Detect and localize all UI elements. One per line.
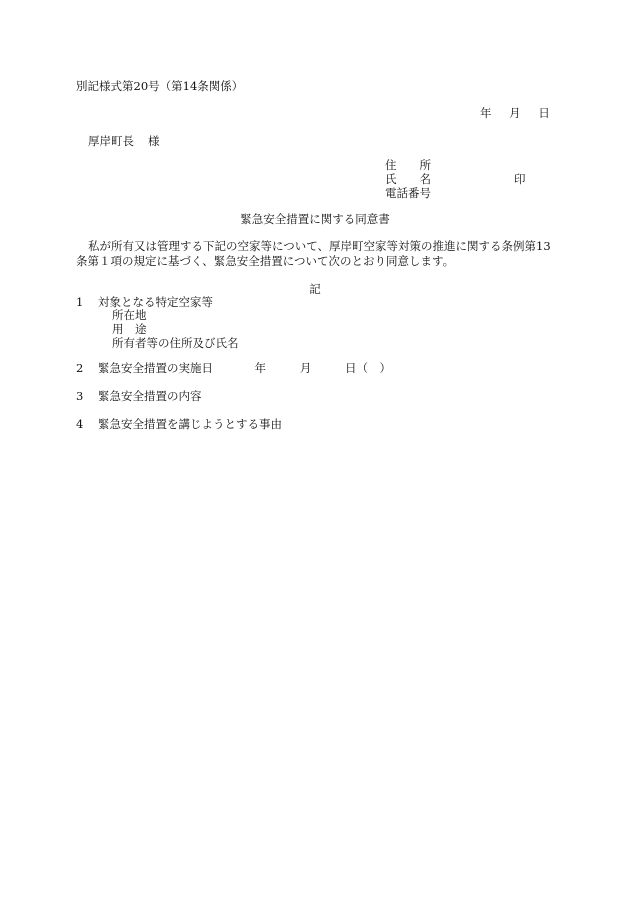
date-line	[480, 106, 550, 121]
item-1-label: 対象となる特定空家等	[98, 295, 213, 309]
name-label: 氏 名	[385, 172, 431, 186]
item-2-year: 年	[254, 361, 267, 375]
item-3	[76, 389, 202, 404]
addressee	[88, 134, 160, 149]
phone-label: 電話番号	[385, 186, 431, 200]
item-2-month: 月	[299, 361, 312, 375]
item-2-number: 2	[76, 361, 84, 375]
date-month-label: 月	[509, 106, 521, 120]
item-1-number: 1	[76, 295, 84, 309]
ki-heading: 記	[309, 282, 321, 296]
item-3-label: 緊急安全措置の内容	[98, 389, 202, 403]
document-body	[76, 239, 556, 269]
item-1-subitem-owner: 所有者等の住所及び氏名	[112, 336, 239, 350]
item-1-subitem-location: 所在地	[112, 308, 147, 322]
date-year-label: 年	[480, 106, 492, 120]
sender-phone-row	[385, 186, 535, 200]
seal-mark: 印	[514, 172, 526, 186]
item-1-subitem-usage: 用 途	[112, 322, 147, 336]
item-2-date	[255, 361, 391, 376]
item-4-label: 緊急安全措置を講じようとする事由	[98, 417, 282, 431]
sender-name-row	[385, 172, 535, 186]
item-3-number: 3	[76, 389, 84, 403]
sender-address-row	[385, 158, 535, 172]
date-day-label: 日	[538, 106, 550, 120]
item-4-number: 4	[76, 417, 84, 431]
item-4	[76, 417, 282, 432]
sender-block	[385, 158, 535, 200]
item-2	[76, 361, 391, 376]
body-paragraph: 私が所有又は管理する下記の空家等について、厚岸町空家等対策の推進に関する条例第13条第１項の規定に基づく、緊急安全措置について次のとおり同意します。	[76, 239, 551, 268]
item-2-day: 日（ ）	[344, 361, 391, 375]
address-label: 住 所	[385, 158, 431, 172]
item-2-label: 緊急安全措置の実施日	[98, 361, 213, 375]
addressee-title: 様	[148, 134, 160, 148]
document-title: 緊急安全措置に関する同意書	[240, 212, 390, 226]
form-number: 別記様式第20号（第14条関係）	[76, 79, 244, 93]
addressee-name: 厚岸町長	[88, 134, 134, 148]
